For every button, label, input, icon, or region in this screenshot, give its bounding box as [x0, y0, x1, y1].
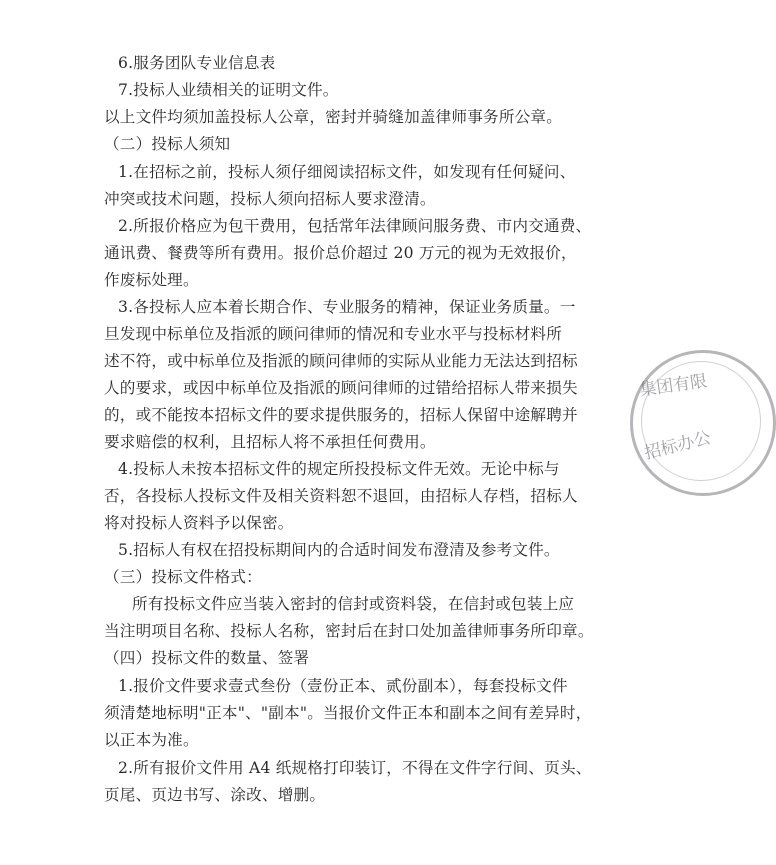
- text-line: 所有投标文件应当装入密封的信封或资料袋，在信封或包装上应: [132, 595, 575, 613]
- text-line: 人的要求，或因中标单位及指派的顾问律师的过错给招标人带来损失: [104, 379, 578, 397]
- section-heading: （二）投标人须知: [104, 135, 231, 153]
- section-heading: （三）投标文件格式：: [104, 568, 262, 586]
- text-line: 通讯费、餐费等所有费用。报价总价超过 20 万元的视为无效报价，: [104, 244, 577, 262]
- section-heading: （四）投标文件的数量、签署: [104, 649, 310, 667]
- text-line: 作废标处理。: [104, 271, 199, 289]
- text-line: 7.投标人业绩相关的证明文件。: [118, 81, 339, 99]
- text-line: 页尾、页边书写、涂改、增删。: [104, 786, 326, 804]
- official-seal-stamp: [630, 350, 776, 496]
- text-line: 否，各投标人投标文件及相关资料恕不退回，由招标人存档，招标人: [104, 487, 578, 505]
- text-line: 2.所报价格应为包干费用，包括常年法律顾问服务费、市内交通费、: [118, 217, 592, 235]
- text-line: 冲突或技术问题，投标人须向招标人要求澄清。: [104, 190, 436, 208]
- seal-text-top: 集团有限: [638, 371, 709, 401]
- text-line: 3.各投标人应本着长期合作、专业服务的精神，保证业务质量。一: [118, 298, 576, 316]
- text-line: 4.投标人未按本招标文件的规定所投投标文件无效。无论中标与: [118, 460, 560, 478]
- text-line: 2.所有报价文件用 A4 纸规格打印装订，不得在文件字行间、页头、: [118, 759, 592, 777]
- text-line: 以正本为准。: [104, 731, 199, 749]
- text-line: 5.招标人有权在招投标期间内的合适时间发布澄清及参考文件。: [118, 541, 560, 559]
- text-line: 述不符，或中标单位及指派的顾问律师的实际从业能力无法达到招标: [104, 352, 578, 370]
- text-line: 6.服务团队专业信息表: [118, 54, 276, 72]
- text-line: 要求赔偿的权利，且招标人将不承担任何费用。: [104, 433, 436, 451]
- text-line: 将对投标人资料予以保密。: [104, 514, 294, 532]
- text-line: 旦发现中标单位及指派的顾问律师的情况和专业水平与投标材料所: [104, 325, 563, 343]
- text-line: 1.报价文件要求壹式叁份（壹份正本、贰份副本），每套投标文件: [118, 677, 568, 695]
- seal-text-bottom: 招标办公: [642, 427, 714, 464]
- text-line: 须清楚地标明"正本"、"副本"。当报价文件正本和副本之间有差异时，: [104, 704, 592, 722]
- text-line: 1.在招标之前，投标人须仔细阅读招标文件，如发现有任何疑问、: [118, 163, 576, 181]
- text-line: 以上文件均须加盖投标人公章，密封并骑缝加盖律师事务所公章。: [104, 108, 563, 126]
- text-line: 的，或不能按本招标文件的要求提供服务的，招标人保留中途解聘并: [104, 406, 578, 424]
- text-line: 当注明项目名称、投标人名称，密封后在封口处加盖律师事务所印章。: [104, 622, 594, 640]
